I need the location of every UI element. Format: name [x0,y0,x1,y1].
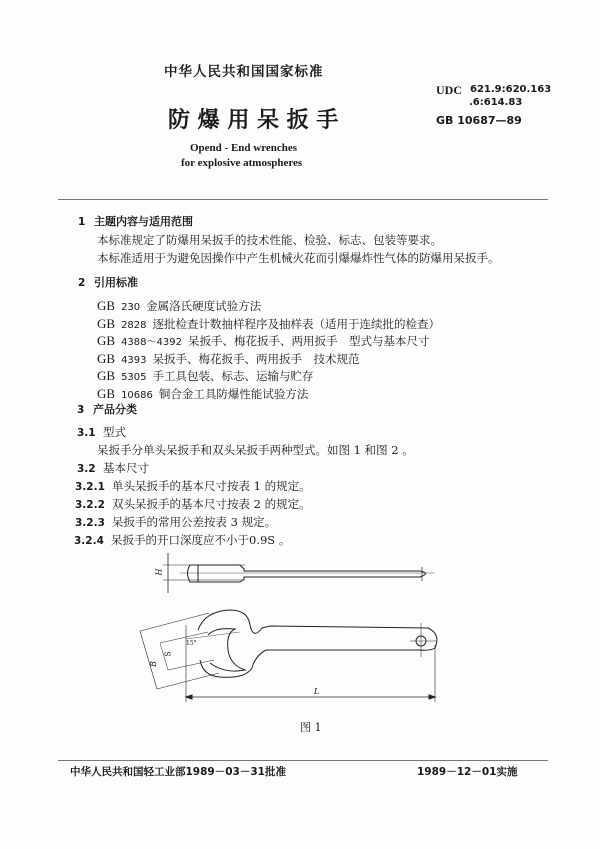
clause-text: 呆扳手的开口深度应不小于0.9S 。 [111,533,291,547]
clause-text: 型式 [103,425,126,439]
paragraph: 本标准规定了防爆用呆扳手的技术性能、检验、标志、包装等要求。 [97,233,442,247]
approval-date: 中华人民共和国轻工业部1989－03－31批准 [70,766,286,778]
document-title-cn: 防 爆 用 呆 扳 手 [168,108,339,133]
effective-date: 1989－12－01实施 [417,766,518,778]
clause-text: 单头呆扳手的基本尺寸按表 1 的规定。 [112,479,311,493]
dimension-label-h: H [154,568,164,576]
ref-number: 230 [121,302,141,313]
wrench-front-view [140,610,437,702]
ref-prefix: GB [97,298,116,313]
section-1-title: 主题内容与适用范围 [94,215,193,228]
clause-number: 3.2.2 [75,499,105,511]
document-title-en-2: for explosive atmospheres [181,157,303,169]
ref-number: 2828 [121,319,147,331]
figure-caption: 图 1 [300,721,322,734]
clause-number: 3.1 [77,427,96,439]
ref-title: 金属洛氏硬度试验方法 [146,299,262,313]
dimension-label-l: L [314,687,320,696]
clause-number: 3.2.1 [75,481,105,493]
udc-line1: 621.9:620.163 [470,84,552,95]
clause-number: 3.2.3 [75,517,105,529]
ref-title: 手工具包装、标志、运输与贮存 [152,369,314,383]
clause-number: 3.2 [77,463,96,475]
ref-title: 呆扳手、梅花扳手、两用扳手 型式与基本尺寸 [187,334,430,348]
ref-prefix: GB [97,350,116,366]
section-3-number: 3 [77,404,85,416]
document-title-en-1: Opend - End wrenches [190,142,298,154]
ref-number: 10686 [121,389,153,401]
ref-number: 4388～4392 [121,337,182,348]
clause-text: 呆扳手的常用公差按表 3 规定。 [112,515,277,529]
udc-line2: .6:614.83 [469,97,523,108]
ref-title: 逐批检查计数抽样程序及抽样表（适用于连续批的检查） [152,316,441,331]
clause-text: 双头呆扳手的基本尺寸按表 2 的规定。 [112,497,311,511]
footer-divider [58,760,548,761]
ref-title: 铜合金工具防爆性能试验方法 [158,386,309,401]
section-3-title: 产品分类 [93,403,137,416]
angle-label: 15° [186,640,197,647]
ref-prefix: GB [97,333,116,348]
clause-number: 3.2.4 [74,535,104,547]
ref-prefix: GB [97,368,116,383]
udc-label: UDC [436,83,462,97]
standard-number: GB 10687—89 [436,114,522,127]
ref-title: 呆扳手、梅花扳手、两用扳手 技术规范 [152,351,360,366]
section-1-number: 1 [78,216,86,228]
section-2-number: 2 [78,277,86,289]
ref-prefix: GB [97,385,116,401]
wrench-side-view [163,553,435,593]
clause-text: 呆扳手分单头呆扳手和双头呆扳手两种型式。如图 1 和图 2 。 [97,443,414,457]
clause-text: 基本尺寸 [103,461,149,475]
dimension-label-s: S [163,651,173,657]
dimension-label-b: B [148,661,158,667]
ref-number: 5305 [121,372,147,383]
section-2-title: 引用标准 [94,276,138,289]
ref-prefix: GB [97,315,116,331]
issuer: 中华人民共和国国家标准 [164,64,324,80]
paragraph: 本标准适用于为避免因操作中产生机械火花而引爆爆炸性气体的防爆用呆扳手。 [97,251,500,265]
ref-number: 4393 [121,354,147,366]
